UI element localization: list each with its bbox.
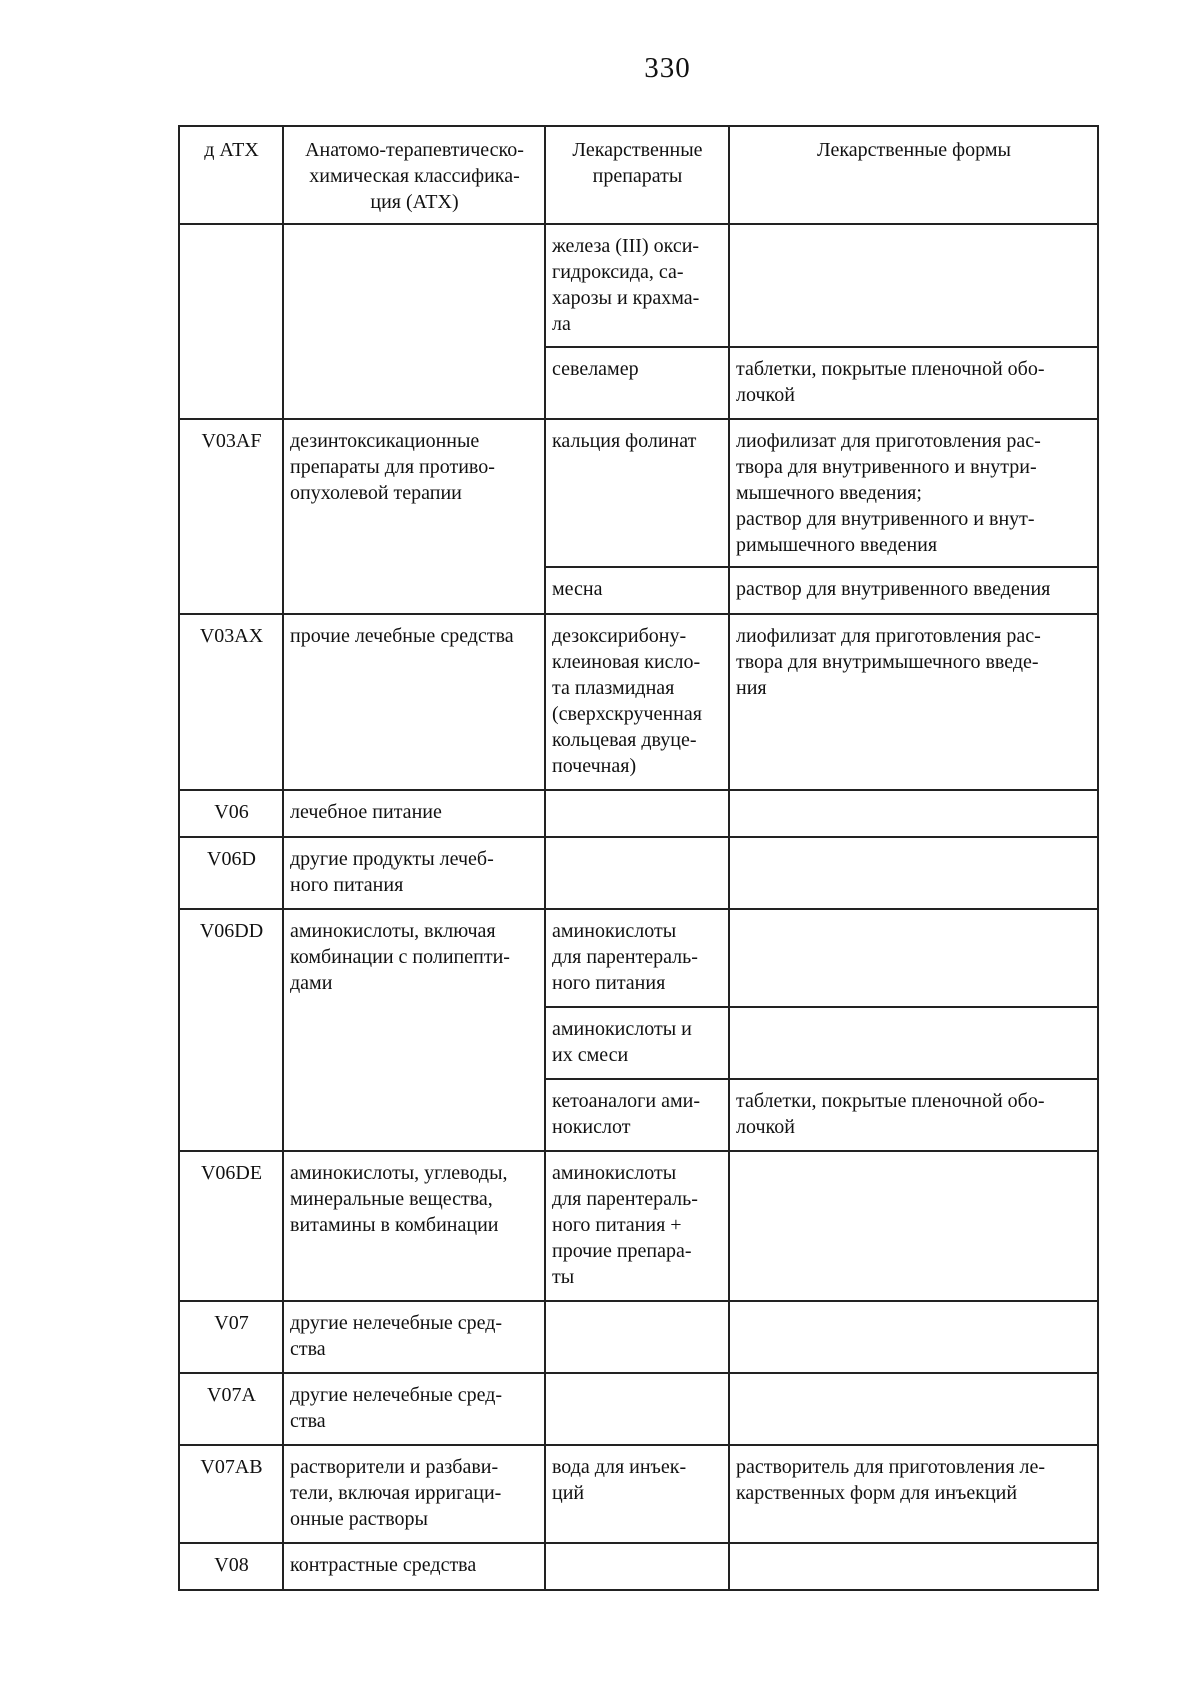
table-row	[179, 224, 1098, 347]
atx-code-cell: V07	[179, 1301, 283, 1373]
atx-name-cell: прочие лечебные средства	[283, 614, 545, 790]
atx-code-cell: V06D	[179, 837, 283, 909]
table-row	[179, 1445, 1098, 1543]
atx-name-cell	[283, 224, 545, 419]
table-row	[179, 1543, 1098, 1590]
drug-cell: железа (III) окси- гидроксида, са- харозы и крахма- ла	[545, 224, 729, 347]
table-row	[179, 1301, 1098, 1373]
atx-code-cell: V07A	[179, 1373, 283, 1445]
form-cell	[729, 909, 1098, 1007]
form-cell: растворитель для приготовления ле- карственных форм для инъекций	[729, 1445, 1098, 1543]
drug-cell: вода для инъек- ций	[545, 1445, 729, 1543]
form-cell: лиофилизат для приготовления рас- твора для внутримышечного введе- ния	[729, 614, 1098, 790]
page-number: 330	[644, 52, 691, 84]
header-forms: Лекарственные формы	[729, 126, 1098, 224]
atx-name-cell: дезинтоксикационные препараты для противо- опухолевой терапии	[283, 419, 545, 614]
drug-cell	[545, 790, 729, 837]
drug-cell: севеламер	[545, 347, 729, 419]
table-header	[179, 126, 1098, 224]
header-row	[179, 126, 1098, 224]
form-cell	[729, 1543, 1098, 1590]
atx-name-cell: другие продукты лечеб- ного питания	[283, 837, 545, 909]
atx-name-cell: лечебное питание	[283, 790, 545, 837]
drug-cell: кальция фолинат	[545, 419, 729, 567]
table-row	[179, 1373, 1098, 1445]
drug-cell: аминокислоты для парентераль- ного питания + прочие препара- ты	[545, 1151, 729, 1301]
table-row	[179, 790, 1098, 837]
table-body	[179, 224, 1098, 1590]
table-row	[179, 419, 1098, 567]
header-code: д АТХ	[179, 126, 283, 224]
atx-code-cell: V06DD	[179, 909, 283, 1151]
drug-cell	[545, 1373, 729, 1445]
atx-name-cell: другие нелечебные сред- ства	[283, 1301, 545, 1373]
drug-cell: месна	[545, 567, 729, 614]
atx-code-cell: V06	[179, 790, 283, 837]
form-cell	[729, 790, 1098, 837]
drug-cell	[545, 1301, 729, 1373]
form-cell	[729, 837, 1098, 909]
atx-code-cell: V08	[179, 1543, 283, 1590]
atx-code-cell: V03AF	[179, 419, 283, 614]
drug-cell	[545, 1543, 729, 1590]
form-cell	[729, 1151, 1098, 1301]
table-row	[179, 909, 1098, 1007]
form-cell: таблетки, покрытые пленочной обо- лочкой	[729, 1079, 1098, 1151]
form-cell: таблетки, покрытые пленочной обо- лочкой	[729, 347, 1098, 419]
drug-cell	[545, 837, 729, 909]
drug-cell: дезоксирибону- клеиновая кисло- та плазмидная (сверхскрученная кольцевая двуце- почечная)	[545, 614, 729, 790]
atx-name-cell: аминокислоты, включая комбинации с полипепти- дами	[283, 909, 545, 1151]
atx-code-cell: V07AB	[179, 1445, 283, 1543]
atx-table	[178, 125, 1099, 1591]
table-row	[179, 1151, 1098, 1301]
table-row	[179, 837, 1098, 909]
drug-cell: кетоаналоги ами- нокислот	[545, 1079, 729, 1151]
form-cell: лиофилизат для приготовления рас- твора для внутривенного и внутри- мышечного введения; раствор для внутривенного и внут- римышечного введения	[729, 419, 1098, 567]
form-cell	[729, 224, 1098, 347]
atx-code-cell: V03AX	[179, 614, 283, 790]
atx-name-cell: растворители и разбави- тели, включая ирригаци- онные растворы	[283, 1445, 545, 1543]
atx-name-cell: контрастные средства	[283, 1543, 545, 1590]
table-row	[179, 614, 1098, 790]
atx-code-cell: V06DE	[179, 1151, 283, 1301]
drug-cell: аминокислоты и их смеси	[545, 1007, 729, 1079]
atx-name-cell: аминокислоты, углеводы, минеральные вещества, витамины в комбинации	[283, 1151, 545, 1301]
form-cell	[729, 1301, 1098, 1373]
form-cell: раствор для внутривенного введения	[729, 567, 1098, 614]
header-drugs: Лекарственные препараты	[545, 126, 729, 224]
form-cell	[729, 1007, 1098, 1079]
atx-name-cell: другие нелечебные сред- ства	[283, 1373, 545, 1445]
header-classification: Анатомо-терапевтическо- химическая классифика- ция (АТХ)	[283, 126, 545, 224]
atx-code-cell	[179, 224, 283, 419]
form-cell	[729, 1373, 1098, 1445]
drug-cell: аминокислоты для парентераль- ного питания	[545, 909, 729, 1007]
